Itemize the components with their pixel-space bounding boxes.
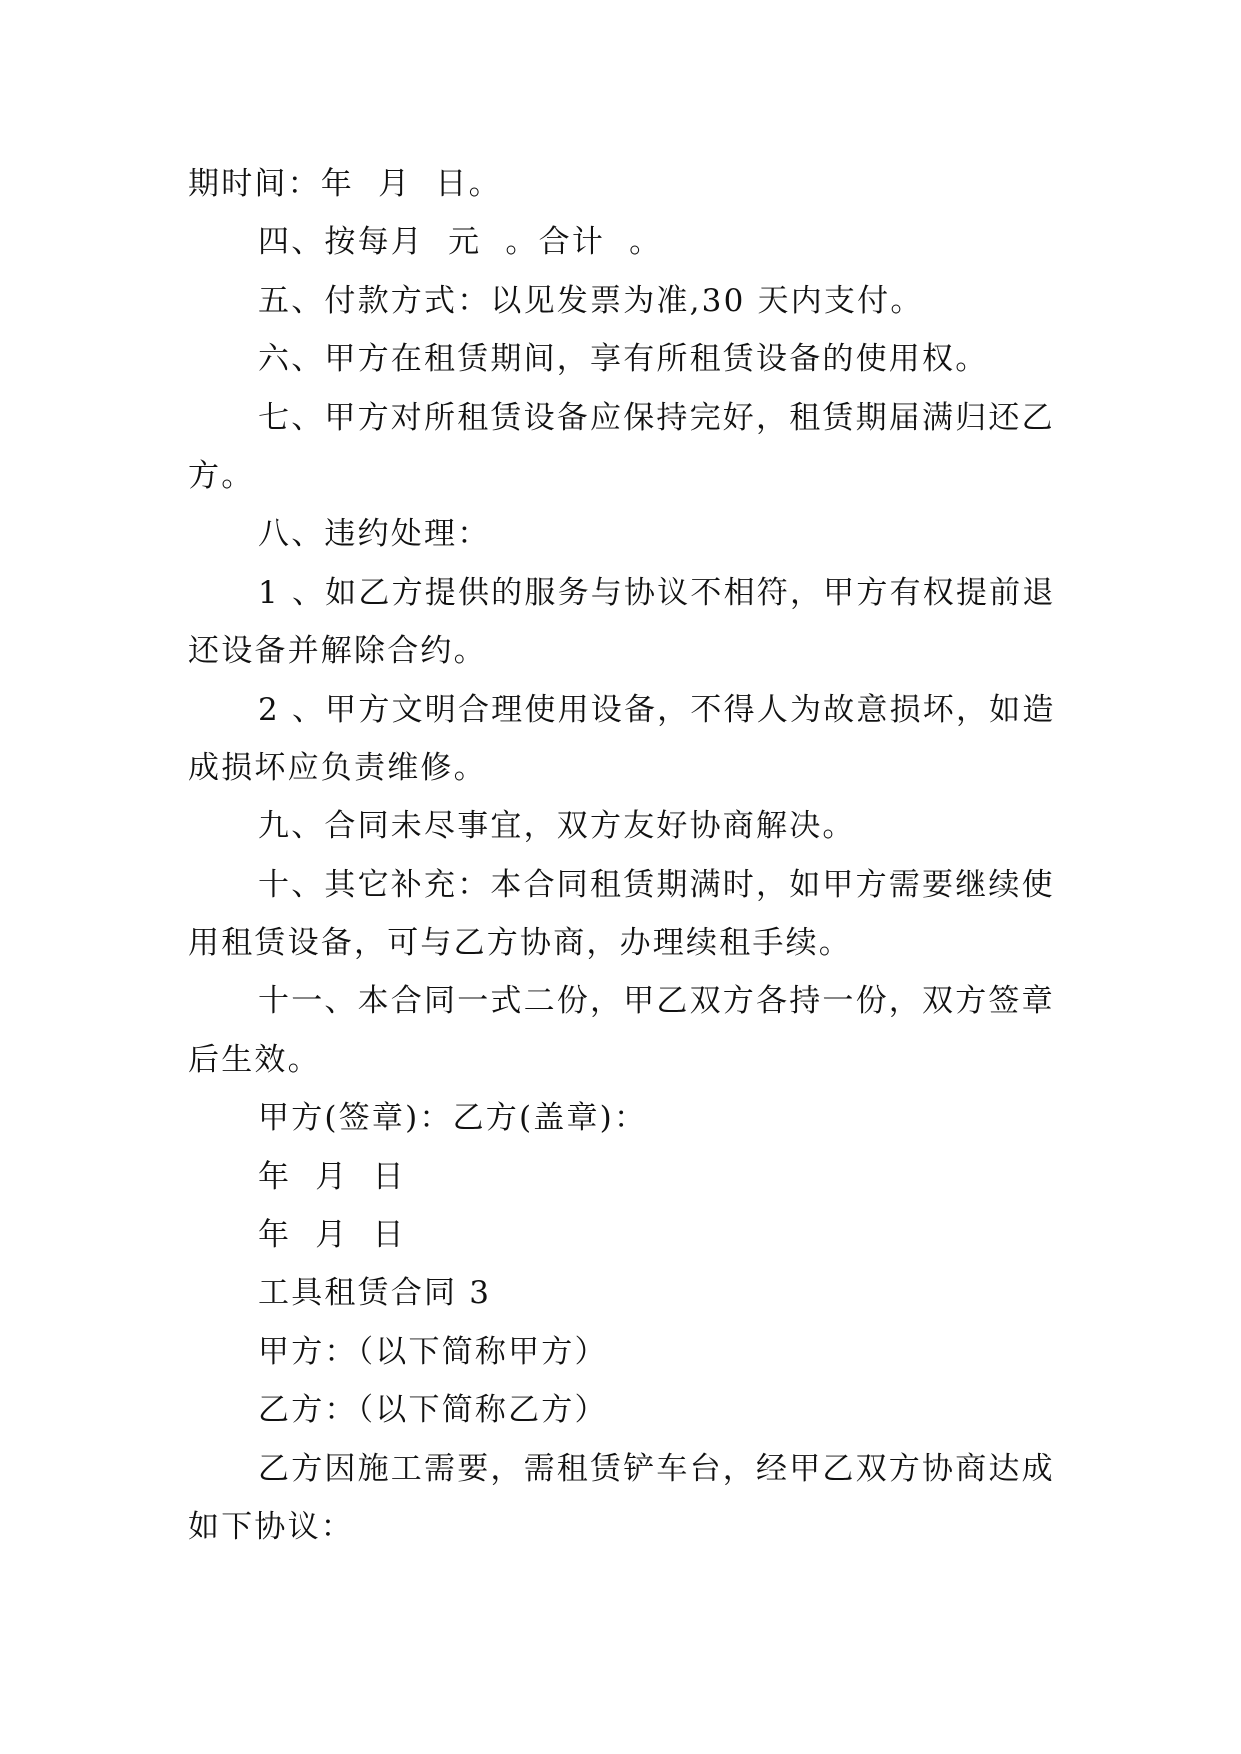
text-line: 八、违约处理： [258, 516, 491, 553]
text-line: 十、其它补充：本合同租赁期满时，如甲方需要继续使 [258, 866, 1055, 903]
text-line: 方。 [188, 457, 255, 494]
text-line: 工具租赁合同 3 [258, 1275, 492, 1312]
text-line: 乙方因施工需要，需租赁铲车台，经甲乙双方协商达成 [258, 1450, 1055, 1487]
text-line: 五、付款方式：以见发票为准,30 天内支付。 [258, 282, 924, 319]
text-line: 后生效。 [188, 1041, 321, 1078]
text-line: 年 月 日 [258, 1158, 406, 1195]
text-line: 2 、甲方文明合理使用设备，不得人为故意损坏，如造 [258, 691, 1056, 728]
text-line: 六、甲方在租赁期间，享有所租赁设备的使用权。 [258, 341, 989, 378]
text-line: 1 、如乙方提供的服务与协议不相符，甲方有权提前退 [258, 574, 1056, 611]
text-line: 期时间：年 月 日。 [188, 166, 502, 202]
text-line: 成损坏应负责维修。 [188, 749, 487, 786]
text-line: 还设备并解除合约。 [188, 633, 487, 670]
text-line: 甲方：（以下简称甲方） [258, 1333, 608, 1370]
text-line: 乙方：（以下简称乙方） [258, 1392, 608, 1429]
text-line: 用租赁设备，可与乙方协商，办理续租手续。 [188, 925, 852, 962]
document-body [188, 155, 1056, 1556]
text-line: 四、按每月 元 。合计 。 [258, 224, 663, 261]
text-line: 十一、本合同一式二份，甲乙双方各持一份，双方签章 [258, 983, 1055, 1020]
text-line: 年 月 日 [258, 1217, 406, 1254]
text-line: 九、合同未尽事宜，双方友好协商解决。 [258, 808, 856, 845]
text-line: 如下协议： [188, 1508, 354, 1545]
text-line: 七、甲方对所租赁设备应保持完好，租赁期届满归还乙 [258, 399, 1055, 436]
text-line: 甲方(签章)：乙方(盖章)： [258, 1100, 648, 1137]
